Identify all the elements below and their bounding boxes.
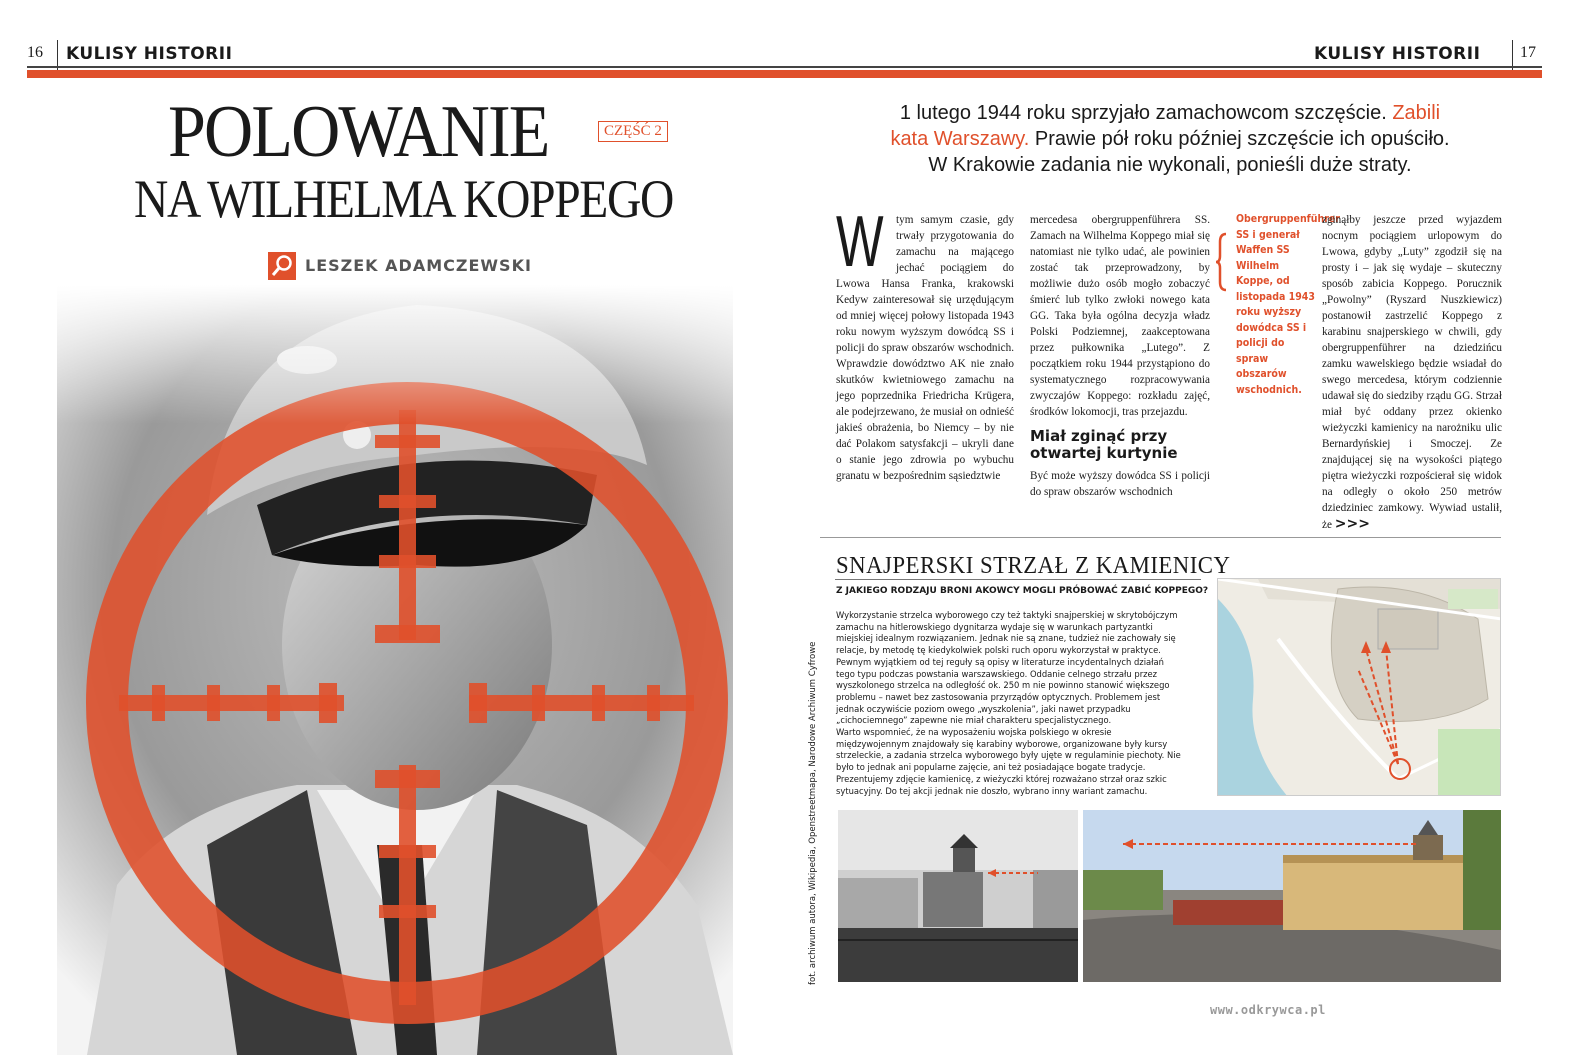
lead-text-1: 1 lutego 1944 roku sprzyjało zamachowcom szczęście.	[899, 102, 1387, 124]
right-page-number: 17	[1520, 44, 1536, 61]
part-badge: CZĘŚĆ 2	[598, 121, 668, 142]
tenement-street-photo	[1083, 810, 1501, 982]
photo-credit: fot. archiwum autora, Wikipedia, Openstreetmapa, Narodowe Archiwum Cyfrowe	[808, 641, 818, 985]
section-divider	[820, 537, 1501, 538]
article-title-line1: POLOWANIE	[168, 91, 549, 173]
article-lead	[880, 100, 1460, 178]
section-title-right: KULISY HISTORII	[1314, 44, 1481, 64]
sidebar-paragraph-2: Warto wspomnieć, że na wyposażeniu wojska polskiego w okresie międzywojennym znajdowały się karabiny wyborowe, organizowane były kursy strzeleckie, a zadania strzelca wyborowego były ujęte w regulaminie piechoty. Nie było to jednak ani popularne zajęcie, ani też posiadające bogate tradycje.	[836, 727, 1181, 773]
article-column-2	[1030, 212, 1210, 500]
left-page-number: 16	[27, 44, 43, 61]
header-rule	[27, 66, 1542, 68]
magnifier-icon	[268, 252, 296, 280]
sidebar-subtitle: Z JAKIEGO RODZAJU BRONI AKOWCY MOGLI PRÓBOWAĆ ZABIĆ KOPPEGO?	[836, 586, 1209, 596]
article-subheading: Miał zginąć przy otwartej kurtynie	[1030, 427, 1178, 462]
continue-arrows: >>>	[1334, 516, 1370, 532]
article-column-1	[836, 202, 1014, 484]
column-4-text: zginąłby jeszcze przed wyjazdem nocnym pociągiem urlopowym do Lwowa, gdyby „Luty” zgodził się na prosty i – jak się wydaje – skuteczny sposób zabicia Koppego. Porucznik „Powolny” (Ryszard Nuszkiewicz) postanowił zastrzelić Koppego z karabinu snajperskiego w chwili, gdy obergruppenführer na dziedzińcu zamku wawelskiego będzie wsiadał do swego mercedesa, którym codziennie udawał się do siedziby rządu GG. Strzał miał być oddany przez okienko wieżyczki kamienicy na narożniku ulic Bernardyńskiej i Smoczej. Ze znajdującej się na wysokości piątego piętra wieżyczki rozpościerał się widok na odległy o około 250 metrów dziedziniec zamkowy. Wywiad ustalił, że	[1322, 214, 1502, 531]
situation-map	[1217, 578, 1501, 796]
column-2-text: mercedesa obergruppenführera SS. Zamach na Wilhelma Koppego miał się natomiast nie tylko udać, ale powinien zostać tak przeprowadzony, by możliwie dużo osób mogło zobaczyć śmierć lub tylko zwłoki nowego kata GG. Taka była ogólna decyzja władz Polski Podziemnej, zaakceptowana przez pułkownika „Lutego”. Z początkiem roku 1944 przystąpiono do systematycznego rozpracowywania zwyczajów Koppego: rozkładu zajęć, środków lokomocji, tras przejazdu.	[1030, 214, 1210, 418]
sidenote-bracket	[1216, 232, 1228, 292]
author-name: LESZEK ADAMCZEWSKI	[305, 256, 532, 275]
sidebar-paragraph-1: Wykorzystanie strzelca wyborowego czy też taktyki snajperskiej w skrytobójczym zamachu na hitlerowskiego dygnitarza wydaje się w warunkach partyzantki miejskiej idealnym rozwiązaniem. Jednak nie są znane, tudzież nie zachowały się relacje, by metodę tę kiedykolwiek polski ruch oporu wykorzystał w praktyce. Pewnym wyjątkiem od tej reguły są opisy w literaturze incydentalnych działań tego typu podczas powstania warszawskiego. Oddanie celnego strzału przez wyszkolonego strzelca na odległość ok. 250 m nie powinno stanowić większego problemu – nawet bez zastosowania przyrządów optycznych. Problemem jest jednak oczywiście poziom owego „wyszkolenia”, jaki nawet przypadku „cichociemnego” zapewne nie miał charakteru specjalistycznego.	[836, 610, 1178, 726]
header-accent-bar	[27, 70, 1542, 78]
column-2-text-after: Być może wyższy dowódca SS i policji do spraw obszarów wschodnich	[1030, 470, 1210, 498]
section-title-left: KULISY HISTORII	[66, 44, 233, 64]
sidebar-paragraph-3: Prezentujemy zdjęcie kamienicę, z wieżyczki której rozważano strzał oraz szkic sytuacyjny. Do tej akcji jednak nie doszło, wybrano inny wariant zamachu.	[836, 773, 1167, 796]
photo-caption-sidenote: Obergruppenführer SS i generał Waffen SS Wilhelm Koppe, od listopada 1943 roku wyższy dowódca SS i policji do spraw obszarów wschodnich.	[1236, 213, 1340, 396]
sidebar-body	[836, 610, 1181, 797]
historic-photo	[838, 810, 1078, 982]
article-column-4	[1322, 212, 1502, 533]
column-1-text: tym samym czasie, gdy trwały przygotowania do zamachu na mającego jechać pociągiem do Lwowa Hansa Franka, krakowski Kedyw zainteresował się urzędującym od mniej więcej połowy listopada 1943 roku nowym wyższym dowódcą SS i policji do spraw obszarów wschodnich. Wprawdzie dowództwo AK nie znało skutków kwietniowego zamachu na jego poprzednika Friedricha Krügera, ale podejrzewano, że musiał on odnieść jakieś obrażenia, bo Niemcy – by nie dać Polakom satysfakcji – ukryli dane o stanie jego zdrowia po wybuchu granatu w bezpośrednim sąsiedztwie	[836, 214, 1014, 482]
sidebar-title: SNAJPERSKI STRZAŁ Z KAMIENICY	[836, 553, 1231, 579]
article-title-line2: NA WILHELMA KOPPEGO	[134, 169, 674, 229]
portrait-photo	[57, 285, 733, 1055]
footer-url[interactable]: www.odkrywca.pl	[1210, 1003, 1326, 1017]
dropcap: W	[836, 202, 884, 282]
lead-highlight: Zabili kata Warszawy.	[890, 102, 1441, 150]
sidebar-title-rule	[835, 579, 1201, 580]
lead-text-2: Prawie pół roku później szczęście ich opuściło. W Krakowie zadania nie wykonali, ponieśli duże straty.	[928, 128, 1450, 176]
